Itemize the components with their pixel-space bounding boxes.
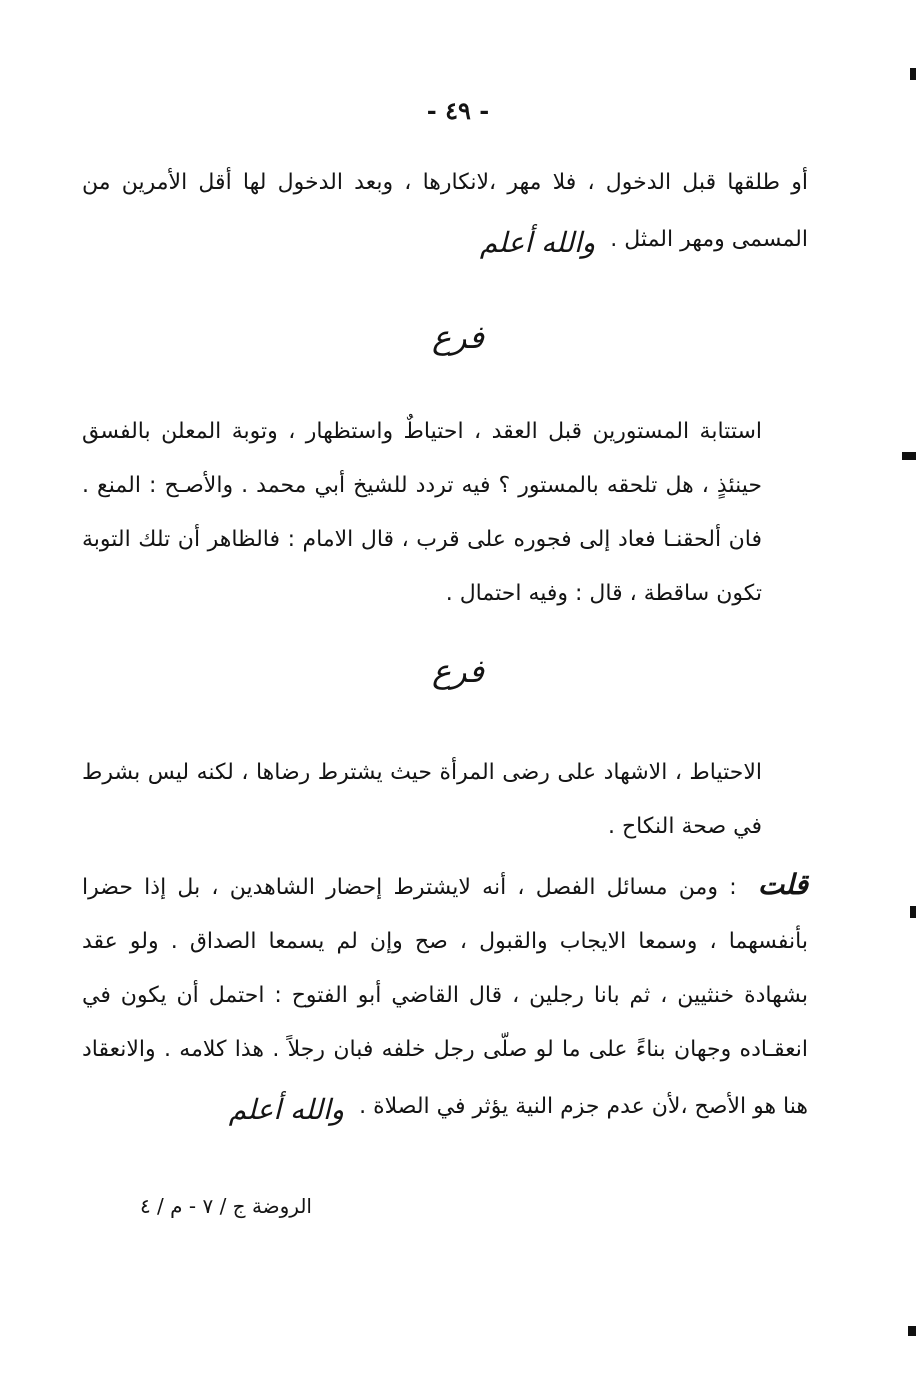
page-number: - ٤٩ - bbox=[426, 96, 490, 125]
scan-edge-mark bbox=[902, 452, 916, 460]
section-heading-far: فرع bbox=[431, 652, 485, 690]
closing-formula: والله أعلم bbox=[479, 226, 596, 259]
qult-label: قلت bbox=[757, 868, 808, 901]
paragraph-far-2 bbox=[82, 746, 808, 854]
scan-edge-mark bbox=[910, 906, 916, 918]
paragraph-text: : ومن مسائل الفصل ، أنه لايشترط إحضار الشاهدين ، بل إذا حضرا بأنفسهما ، وسمعا الايجاب والقبول ، صح وإن لم يسمعا الصداق . ولو عقد بشهادة خنثيين ، ثم بانا رجلين ، قال القاضي أبو الفتوح : احتمل أن يكون في انعقـاده وجهان بناءً على ما لو صلّى رجل خلفه فبان رجلاً . هذا كلامه . والانعقاد هنا هو الأصح ،لأن عدم جزم النية يؤثر في الصلاة . bbox=[82, 875, 808, 1119]
paragraph-text: استتابة المستورين قبل العقد ، احتياطٌ واستظهار ، وتوبة المعلن بالفسق حينئذٍ ، هل تلحقه بالمستور ؟ فيه تردد للشيخ أبي محمد . والأصـح : المنع . فان ألحقنـا فعاد إلى فجوره على قرب ، قال الامام : فالظاهر أن تلك التوبة تكون ساقطة ، قال : وفيه احتمال . bbox=[82, 419, 762, 606]
section-heading-far: فرع bbox=[431, 318, 485, 356]
paragraph-continuation bbox=[82, 156, 808, 267]
closing-formula: والله أعلم bbox=[228, 1093, 345, 1126]
scan-edge-mark bbox=[910, 68, 916, 80]
signature-footer: الروضة ج / ٧ - م / ٤ bbox=[139, 1194, 312, 1218]
scan-edge-mark bbox=[908, 1326, 916, 1336]
paragraph-qult bbox=[82, 858, 808, 1134]
paragraph-text: الاحتياط ، الاشهاد على رضى المرأة حيث يشترط رضاها ، لكنه ليس بشرط في صحة النكاح . bbox=[82, 760, 762, 839]
paragraph-far-1 bbox=[82, 405, 808, 621]
paragraph-text: أو طلقها قبل الدخول ، فلا مهر ،لانكارها ، وبعد الدخول لها أقل الأمرين من المسمى ومهر المثل . bbox=[82, 170, 808, 252]
